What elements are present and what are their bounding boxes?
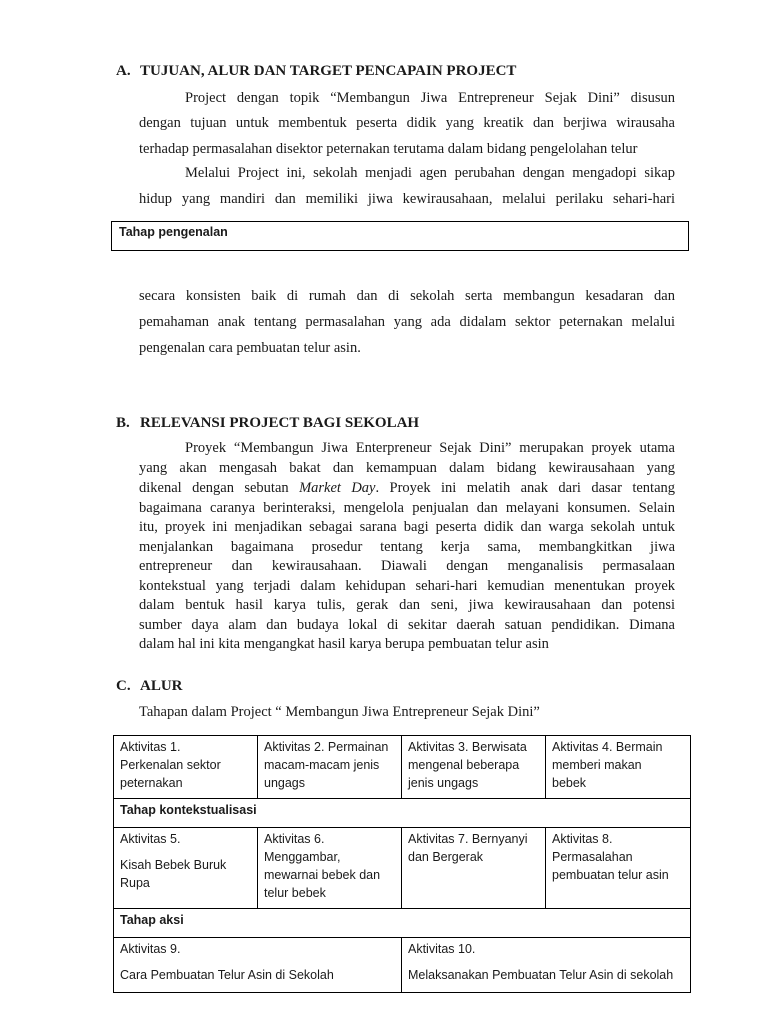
section-a-line-8: pengenalan cara pembuatan telur asin. bbox=[139, 340, 361, 356]
section-b-title: RELEVANSI PROJECT BAGI SEKOLAH bbox=[140, 415, 420, 431]
activity-1-line-1: Aktivitas 1. bbox=[120, 740, 181, 754]
activity-cell-1 bbox=[113, 735, 258, 799]
stage-row-aksi bbox=[113, 908, 691, 938]
section-a-line-2: dengan tujuan untuk membentuk peserta didik yang kreatik dan berjiwa wirausaha bbox=[139, 115, 675, 131]
activity-4-line-1: Aktivitas 4. Bermain bbox=[552, 740, 663, 754]
stage-row-kontekstualisasi bbox=[113, 798, 691, 828]
activity-5-title: Aktivitas 5. bbox=[120, 832, 181, 846]
activity-cell-6 bbox=[257, 827, 402, 909]
section-b-line-3 bbox=[139, 478, 675, 498]
activity-1-line-3: peternakan bbox=[120, 776, 183, 790]
activity-7-title: Aktivitas 7. Bernyanyi bbox=[408, 832, 528, 846]
section-b-line-6: menjalankan bagaimana prosedur tentang kerja sama, membangkitkan jiwa bbox=[139, 539, 675, 555]
stage-label-kontekstualisasi: Tahap kontekstualisasi bbox=[120, 803, 257, 817]
section-a-line-4: Melalui Project ini, sekolah menjadi agen perubahan dengan mengadopi sikap bbox=[185, 165, 675, 181]
activity-6-line-2: mewarnai bebek dan bbox=[264, 868, 381, 882]
section-b-line-2: yang akan mengasah bakat dan kemampuan dalam bidang kewirausahaan yang bbox=[139, 460, 675, 476]
section-b-heading bbox=[116, 415, 419, 432]
section-c-intro: Tahapan dalam Project “ Membangun Jiwa Entrepreneur Sejak Dini” bbox=[139, 704, 540, 720]
activity-6-line-1: Menggambar, bbox=[264, 850, 341, 864]
activity-cell-3 bbox=[401, 735, 546, 799]
section-a-line-5: hidup yang mandiri dan memiliki jiwa kewirausahaan, melalui perilaku sehari-hari bbox=[139, 191, 675, 207]
section-b-line-10: sumber daya alam dan budaya lokal di sekitar daerah satuan pendidikan. Dimana bbox=[139, 617, 675, 633]
activity-8-title: Aktivitas 8. bbox=[552, 832, 613, 846]
activity-2-line-1: Aktivitas 2. Permainan bbox=[264, 740, 389, 754]
activity-cell-2 bbox=[257, 735, 402, 799]
section-b-line-3-rest: . Proyek ini melatih anak dari dasar tentang bbox=[375, 480, 676, 496]
activity-8-line-1: Permasalahan bbox=[552, 850, 633, 864]
activity-5-line-1: Kisah Bebek Buruk bbox=[120, 858, 227, 872]
activity-cell-7 bbox=[401, 827, 546, 909]
section-b-line-5: itu, proyek ini menjadikan sebagai sarana bagi peserta didik dan warga sekolah untuk bbox=[139, 519, 675, 535]
activity-cell-8 bbox=[545, 827, 691, 909]
activity-1-line-2: Perkenalan sektor bbox=[120, 758, 221, 772]
activity-7-line-1: dan Bergerak bbox=[408, 850, 484, 864]
activity-3-line-1: Aktivitas 3. Berwisata bbox=[408, 740, 527, 754]
activity-5-line-2: Rupa bbox=[120, 876, 150, 890]
stage-label-pengenalan: Tahap pengenalan bbox=[119, 225, 228, 239]
activity-10-body: Melaksanakan Pembuatan Telur Asin di sekolah bbox=[408, 968, 674, 982]
activity-3-line-3: jenis ungags bbox=[408, 776, 479, 790]
market-day-term: Market Day bbox=[299, 480, 376, 496]
activity-4-line-2: memberi makan bbox=[552, 758, 642, 772]
activity-cell-4 bbox=[545, 735, 691, 799]
activity-8-line-2: pembuatan telur asin bbox=[552, 868, 669, 882]
stage-box-pengenalan bbox=[111, 221, 689, 251]
activity-6-line-3: telur bebek bbox=[264, 886, 326, 900]
activity-9-body: Cara Pembuatan Telur Asin di Sekolah bbox=[120, 968, 334, 982]
section-c-heading bbox=[116, 678, 183, 695]
activity-cell-5 bbox=[113, 827, 258, 909]
activity-10-title: Aktivitas 10. bbox=[408, 942, 476, 956]
section-a-letter: A. bbox=[116, 63, 131, 79]
section-a-line-1: Project dengan topik “Membangun Jiwa Entrepreneur Sejak Dini” disusun bbox=[185, 90, 675, 106]
activity-cell-10 bbox=[401, 937, 691, 993]
section-c-title: ALUR bbox=[140, 678, 183, 694]
section-a-line-3: terhadap permasalahan disektor peternakan terutama dalam bidang pengelolahan telur bbox=[139, 141, 638, 157]
activity-9-title: Aktivitas 9. bbox=[120, 942, 181, 956]
activity-3-line-2: mengenal beberapa bbox=[408, 758, 520, 772]
activity-6-title: Aktivitas 6. bbox=[264, 832, 325, 846]
section-b-line-7: entrepreneur dan kewirausahaan. Diawali dengan menganalisis permasalaan bbox=[139, 558, 675, 574]
section-c-letter: C. bbox=[116, 678, 131, 694]
section-a-title: TUJUAN, ALUR DAN TARGET PENCAPAIN PROJECT bbox=[140, 63, 517, 79]
section-b-line-9: dalam bentuk hasil karya tulis, gerak dan seni, jiwa kewirausahaan dan potensi bbox=[139, 597, 675, 613]
section-a-line-6: secara konsisten baik di rumah dan di sekolah serta membangun kesadaran dan bbox=[139, 288, 675, 304]
activity-cell-9 bbox=[113, 937, 402, 993]
activity-2-line-3: ungags bbox=[264, 776, 306, 790]
section-a-line-7: pemahaman anak tentang permasalahan yang ada didalam sektor peternakan melalui bbox=[139, 314, 675, 330]
activity-2-line-2: macam-macam jenis bbox=[264, 758, 380, 772]
section-b-letter: B. bbox=[116, 415, 130, 431]
section-b-line-1: Proyek “Membangun Jiwa Enterpreneur Sejak Dini” merupakan proyek utama bbox=[185, 440, 675, 456]
section-b-line-3-start: dikenal dengan sebutan bbox=[139, 480, 300, 496]
section-b-line-8: kontekstual yang terjadi dalam kehidupan sehari-hari kemudian menentukan proyek bbox=[139, 578, 675, 594]
section-a-heading bbox=[116, 63, 516, 80]
section-b-line-11: dalam hal ini kita mengangkat hasil karya berupa pembuatan telur asin bbox=[139, 636, 549, 652]
activity-4-line-3: bebek bbox=[552, 776, 587, 790]
section-b-line-4: bagaimana caranya berinteraksi, mengelola penjualan dan melayani konsumen. Selain bbox=[139, 500, 675, 516]
stage-label-aksi: Tahap aksi bbox=[120, 913, 184, 927]
